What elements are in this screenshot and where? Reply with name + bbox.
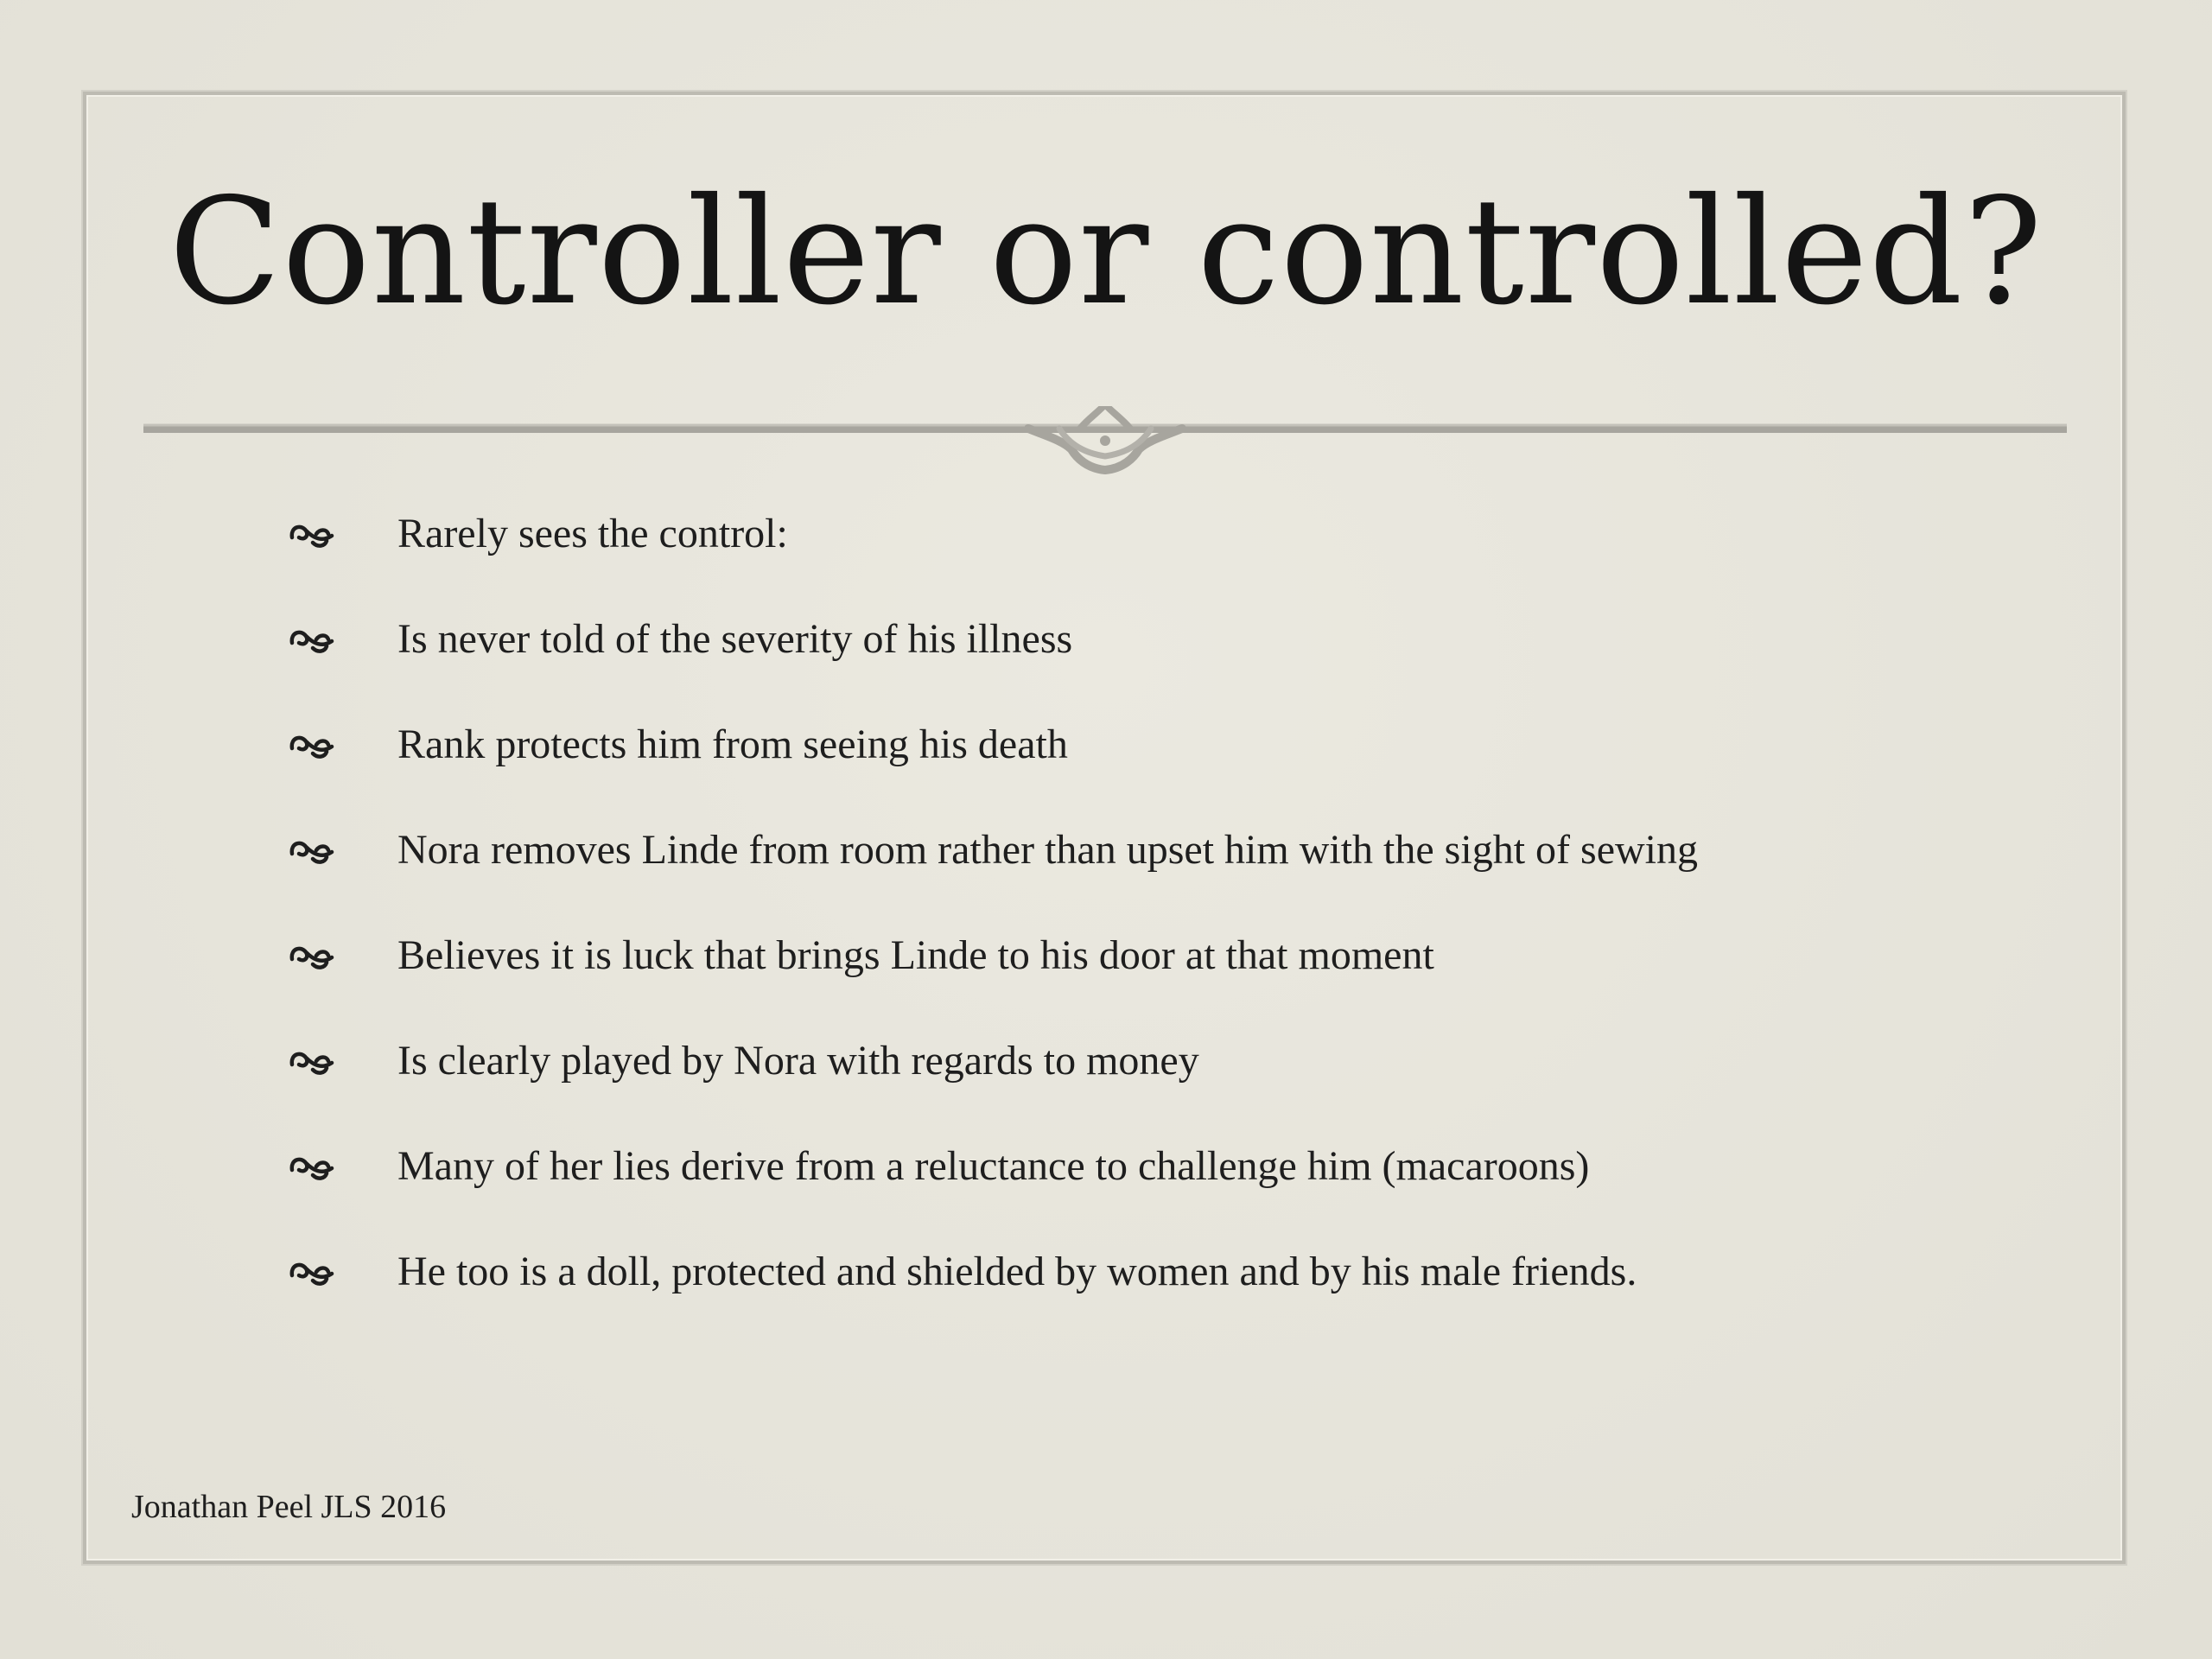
bullet-text: Rarely sees the control: xyxy=(397,511,788,556)
scroll-flourish-icon xyxy=(287,517,335,551)
list-item xyxy=(0,923,2074,1001)
list-item xyxy=(0,1239,2074,1317)
slide-title: Controller or controlled? xyxy=(168,167,2044,338)
bullet-text: Many of her lies derive from a reluctance to challenge him (macaroons) xyxy=(397,1143,1590,1189)
bullet-text: Is never told of the severity of his illness xyxy=(397,616,1073,662)
list-item xyxy=(0,712,2074,790)
bullet-text: Rank protects him from seeing his death xyxy=(397,721,1068,767)
list-item xyxy=(0,501,2074,579)
bullet-text: He too is a doll, protected and shielded by women and by his male friends. xyxy=(397,1249,1637,1294)
bullet-text: Is clearly played by Nora with regards to money xyxy=(397,1038,1199,1084)
scroll-flourish-icon xyxy=(287,833,335,868)
bullet-text: Believes it is luck that brings Linde to his door at that moment xyxy=(397,932,1434,978)
scroll-flourish-icon xyxy=(287,938,335,973)
scroll-flourish-icon xyxy=(287,1149,335,1184)
footer-credit: Jonathan Peel JLS 2016 xyxy=(131,1489,447,1525)
ornament-divider-icon xyxy=(143,406,2067,493)
list-item xyxy=(0,607,2074,684)
list-item xyxy=(0,817,2074,895)
scroll-flourish-icon xyxy=(287,622,335,657)
scroll-flourish-icon xyxy=(287,1255,335,1289)
list-item xyxy=(0,1134,2074,1211)
scroll-flourish-icon xyxy=(287,1044,335,1078)
bullet-text: Nora removes Linde from room rather than upset him with the sight of sewing xyxy=(397,827,1698,873)
scroll-flourish-icon xyxy=(287,728,335,762)
list-item xyxy=(0,1028,2074,1106)
